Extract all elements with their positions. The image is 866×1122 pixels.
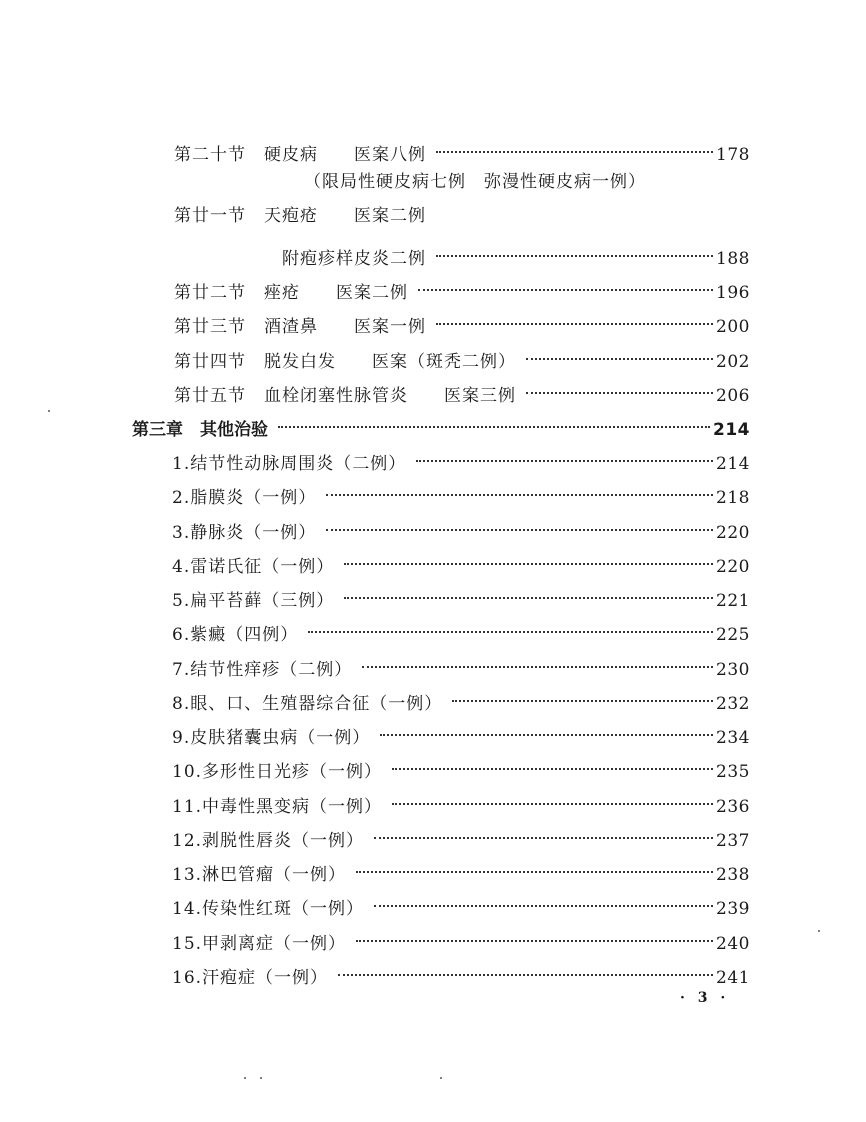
toc-item-page: 220 bbox=[716, 523, 750, 543]
toc-item bbox=[172, 888, 750, 919]
toc-title: 第廿二节 痤疮 医案二例 bbox=[174, 283, 408, 303]
dot-leader bbox=[452, 676, 713, 702]
toc-item-page: 241 bbox=[716, 968, 750, 988]
toc-item-page: 238 bbox=[716, 865, 750, 885]
toc-item bbox=[172, 923, 750, 954]
toc-item-title: 9.皮肤猪囊虫病（一例） bbox=[172, 728, 371, 748]
page-number: · 3 · bbox=[680, 990, 730, 1006]
toc-item-page: 234 bbox=[716, 728, 750, 748]
toc-item-page: 239 bbox=[716, 899, 750, 919]
dot-leader bbox=[278, 402, 710, 428]
toc-page: 202 bbox=[716, 352, 750, 372]
toc-item-page: 230 bbox=[716, 660, 750, 680]
toc-title: 第廿四节 脱发白发 医案（斑秃二例） bbox=[174, 352, 516, 372]
dot-leader bbox=[416, 436, 713, 462]
toc-item-title: 16.汗疱症（一例） bbox=[172, 968, 329, 988]
toc-item-title: 5.扁平苔藓（三例） bbox=[172, 591, 335, 611]
toc-item-title: 3.静脉炎（一例） bbox=[172, 523, 317, 543]
toc-page: 200 bbox=[716, 317, 750, 337]
toc-entry-section-23 bbox=[174, 306, 750, 337]
toc-item-page: 225 bbox=[716, 625, 750, 645]
dot-leader bbox=[344, 539, 713, 565]
toc-item-page: 214 bbox=[716, 454, 750, 474]
toc-item bbox=[172, 717, 750, 748]
toc-item bbox=[172, 512, 750, 543]
toc-title: 附疱疹样皮炎二例 bbox=[282, 249, 426, 269]
toc-note-text: （限局性硬皮病七例 弥漫性硬皮病一例） bbox=[304, 172, 646, 192]
toc-item-title: 10.多形性日光疹（一例） bbox=[172, 762, 383, 782]
toc-item-page: 235 bbox=[716, 762, 750, 782]
toc-item bbox=[172, 854, 750, 885]
toc-item-title: 6.紫癜（四例） bbox=[172, 625, 299, 645]
dot-leader bbox=[326, 505, 713, 531]
toc-item-title: 1.结节性动脉周围炎（二例） bbox=[172, 454, 407, 474]
dot-leader bbox=[362, 642, 713, 668]
toc-item-title: 14.传染性红斑（一例） bbox=[172, 899, 365, 919]
toc-item-title: 2.脂膜炎（一例） bbox=[172, 488, 317, 508]
scan-speck bbox=[244, 1077, 246, 1079]
dot-leader bbox=[392, 744, 713, 770]
scan-speck bbox=[260, 1077, 262, 1079]
dot-leader bbox=[356, 916, 713, 942]
toc-entry-chapter-3 bbox=[132, 409, 750, 440]
toc-entry-section-20 bbox=[174, 134, 750, 165]
dot-leader bbox=[356, 847, 713, 873]
toc-entry-section-24 bbox=[174, 341, 750, 372]
toc-item bbox=[172, 580, 750, 611]
dot-leader bbox=[436, 231, 713, 257]
toc-item-title: 11.中毒性黑变病（一例） bbox=[172, 797, 383, 817]
toc-item bbox=[172, 786, 750, 817]
toc-title: 第廿一节 天疱疮 医案二例 bbox=[174, 206, 426, 226]
scan-speck bbox=[818, 930, 820, 932]
toc-item-title: 8.眼、口、生殖器综合征（一例） bbox=[172, 694, 443, 714]
toc-subnote bbox=[304, 170, 646, 194]
dot-leader bbox=[374, 813, 713, 839]
toc-item bbox=[172, 443, 750, 474]
toc-item-page: 236 bbox=[716, 797, 750, 817]
toc-item-title: 7.结节性痒疹（二例） bbox=[172, 660, 353, 680]
toc-page: 188 bbox=[716, 249, 750, 269]
dot-leader bbox=[326, 470, 713, 496]
toc-item bbox=[172, 957, 750, 988]
dot-leader bbox=[392, 779, 713, 805]
toc-item-page: 218 bbox=[716, 488, 750, 508]
toc-item bbox=[172, 546, 750, 577]
toc-entry-section-21-appendix bbox=[282, 238, 750, 269]
dot-leader bbox=[526, 368, 713, 394]
toc-item bbox=[172, 820, 750, 851]
dot-leader bbox=[436, 299, 713, 325]
toc-item-page: 221 bbox=[716, 591, 750, 611]
toc-entry-section-22 bbox=[174, 272, 750, 303]
toc-item bbox=[172, 614, 750, 645]
toc-title: 第二十节 硬皮病 医案八例 bbox=[174, 145, 426, 165]
dot-leader bbox=[338, 950, 713, 976]
toc-item-title: 12.剥脱性唇炎（一例） bbox=[172, 831, 365, 851]
scan-speck bbox=[440, 1077, 442, 1079]
toc-page: 214 bbox=[713, 420, 750, 440]
dot-leader bbox=[380, 710, 713, 736]
dot-leader bbox=[436, 127, 713, 153]
dot-leader bbox=[344, 573, 713, 599]
dot-leader bbox=[418, 265, 713, 291]
toc-item bbox=[172, 477, 750, 508]
chapter-title: 第三章 其他治验 bbox=[132, 420, 268, 440]
toc-page: 196 bbox=[716, 283, 750, 303]
toc-title: 第廿三节 酒渣鼻 医案一例 bbox=[174, 317, 426, 337]
toc-item-page: 232 bbox=[716, 694, 750, 714]
dot-leader bbox=[374, 881, 713, 907]
dot-leader bbox=[308, 607, 713, 633]
toc-item-title: 13.淋巴管瘤（一例） bbox=[172, 865, 347, 885]
toc-item-page: 220 bbox=[716, 557, 750, 577]
toc-entry-section-21 bbox=[174, 204, 426, 228]
scan-speck bbox=[48, 410, 50, 412]
toc-item bbox=[172, 751, 750, 782]
toc-item-page: 240 bbox=[716, 934, 750, 954]
toc-item-page: 237 bbox=[716, 831, 750, 851]
toc-item bbox=[172, 683, 750, 714]
toc-page: 206 bbox=[716, 386, 750, 406]
toc-title: 第廿五节 血栓闭塞性脉管炎 医案三例 bbox=[174, 386, 516, 406]
toc-item-title: 4.雷诺氏征（一例） bbox=[172, 557, 335, 577]
toc-entry-section-25 bbox=[174, 375, 750, 406]
toc-item-title: 15.甲剥离症（一例） bbox=[172, 934, 347, 954]
toc-page: 178 bbox=[716, 145, 750, 165]
dot-leader bbox=[526, 334, 713, 360]
toc-item bbox=[172, 649, 750, 680]
